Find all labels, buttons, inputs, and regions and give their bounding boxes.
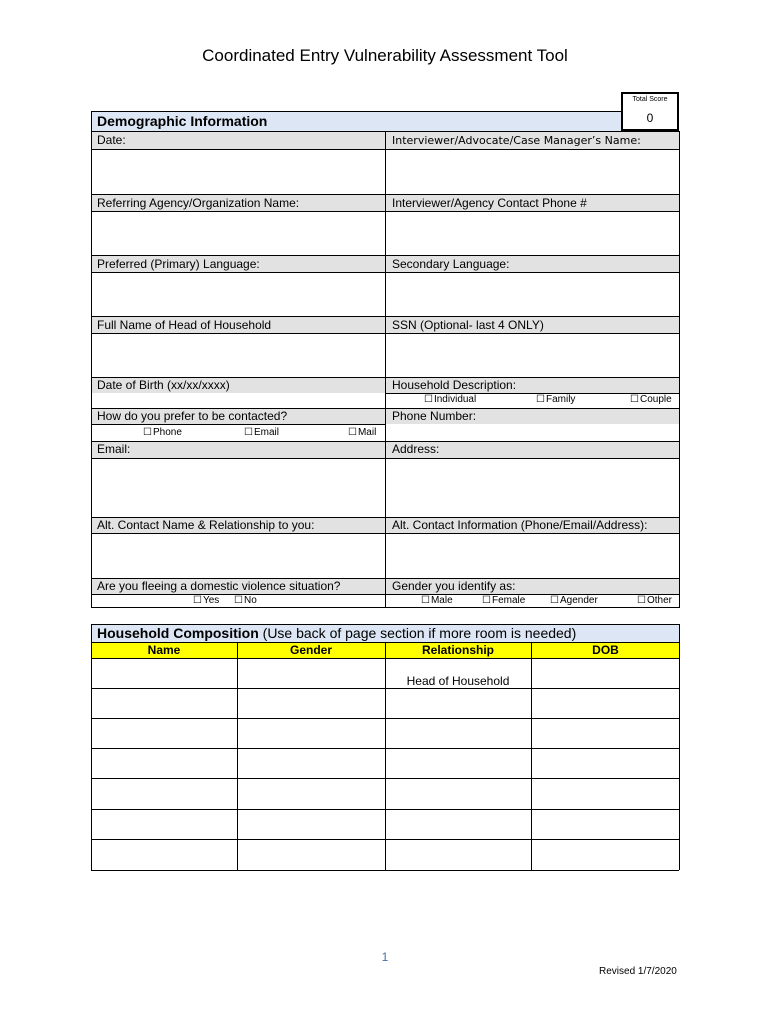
checkbox-icon: ☐	[550, 595, 559, 606]
dv-yes-option[interactable]: ☐Yes	[193, 595, 220, 606]
gender-male-option[interactable]: ☐Male	[421, 595, 453, 606]
email-field[interactable]	[92, 459, 384, 516]
household-heading: Household Composition (Use back of page section if more room is needed)	[97, 625, 577, 641]
referring-agency-label: Referring Agency/Organization Name:	[97, 196, 300, 210]
contact-pref-label: How do you prefer to be contacted?	[97, 409, 288, 423]
demographic-heading: Demographic Information	[97, 113, 268, 129]
date-field[interactable]	[92, 150, 384, 193]
email-label: Email:	[97, 442, 131, 456]
column-header-name: Name	[147, 643, 181, 657]
couple-option[interactable]: ☐Couple	[630, 394, 672, 405]
column-header-relationship: Relationship	[421, 643, 494, 657]
interviewer-label: Interviewer/Advocate/Case Manager’s Name:	[392, 134, 641, 147]
head-of-household-cell: Head of Household	[406, 674, 510, 688]
checkbox-icon: ☐	[143, 427, 152, 438]
alt-contact-name-field[interactable]	[92, 534, 384, 577]
checkbox-icon: ☐	[193, 595, 202, 606]
preferred-language-field[interactable]	[92, 273, 384, 315]
phone-number-label: Phone Number:	[392, 409, 477, 423]
household-description-label: Household Description:	[392, 378, 517, 392]
dob-label: Date of Birth (xx/xx/xxxx)	[97, 378, 230, 392]
checkbox-icon: ☐	[424, 394, 433, 405]
secondary-language-label: Secondary Language:	[392, 257, 510, 271]
page-number: 1	[381, 950, 389, 964]
dv-no-option[interactable]: ☐No	[234, 595, 257, 606]
family-option[interactable]: ☐Family	[536, 394, 576, 405]
total-score-value[interactable]: 0	[646, 111, 654, 125]
checkbox-icon: ☐	[421, 595, 430, 606]
gender-question-label: Gender you identify as:	[392, 579, 516, 593]
total-score-box	[621, 92, 679, 131]
document-title: Coordinated Entry Vulnerability Assessment Tool	[202, 46, 568, 65]
contact-mail-option[interactable]: ☐Mail	[348, 427, 377, 438]
checkbox-icon: ☐	[482, 595, 491, 606]
address-field[interactable]	[386, 459, 678, 516]
dv-question-label: Are you fleeing a domestic violence situation?	[97, 579, 341, 593]
contact-phone-field[interactable]	[386, 212, 678, 254]
revised-date: Revised 1/7/2020	[599, 966, 677, 977]
head-name-field[interactable]	[92, 334, 384, 376]
total-score-label: Total Score	[632, 96, 668, 103]
contact-phone-label: Interviewer/Agency Contact Phone #	[392, 196, 587, 210]
alt-contact-info-field[interactable]	[386, 534, 678, 577]
date-label: Date:	[97, 133, 126, 147]
contact-email-option[interactable]: ☐Email	[244, 427, 279, 438]
preferred-language-label: Preferred (Primary) Language:	[97, 257, 260, 271]
checkbox-icon: ☐	[348, 427, 357, 438]
ssn-label: SSN (Optional- last 4 ONLY)	[392, 318, 544, 332]
checkbox-icon: ☐	[637, 595, 646, 606]
secondary-language-field[interactable]	[386, 273, 678, 315]
alt-contact-name-label: Alt. Contact Name & Relationship to you:	[97, 518, 315, 532]
phone-number-field[interactable]	[386, 425, 678, 440]
ssn-field[interactable]	[386, 334, 678, 376]
checkbox-icon: ☐	[244, 427, 253, 438]
individual-option[interactable]: ☐Individual	[424, 394, 477, 405]
checkbox-icon: ☐	[630, 394, 639, 405]
gender-female-option[interactable]: ☐Female	[482, 595, 526, 606]
gender-other-option[interactable]: ☐Other	[637, 595, 672, 606]
referring-agency-field[interactable]	[92, 212, 384, 254]
alt-contact-info-label: Alt. Contact Information (Phone/Email/Address):	[392, 518, 648, 532]
column-header-gender: Gender	[289, 643, 332, 657]
checkbox-icon: ☐	[234, 595, 243, 606]
head-name-label: Full Name of Head of Household	[97, 318, 272, 332]
contact-phone-option[interactable]: ☐Phone	[143, 427, 182, 438]
interviewer-field[interactable]	[386, 150, 678, 193]
dob-field[interactable]	[92, 394, 384, 407]
gender-agender-option[interactable]: ☐Agender	[550, 595, 598, 606]
column-header-dob: DOB	[592, 643, 619, 657]
checkbox-icon: ☐	[536, 394, 545, 405]
address-label: Address:	[392, 442, 440, 456]
